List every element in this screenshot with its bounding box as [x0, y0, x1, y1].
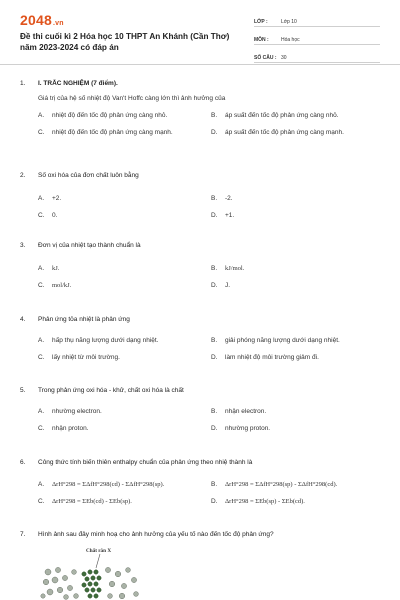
- option-letter: D.: [211, 354, 218, 361]
- option-b[interactable]: [211, 337, 340, 344]
- header: [20, 12, 380, 68]
- option-text: nhường electron.: [52, 408, 102, 415]
- option-row: [20, 481, 380, 491]
- question-number: 6.: [20, 459, 26, 466]
- option-b[interactable]: [211, 112, 339, 119]
- question-header: [20, 172, 380, 182]
- option-letter: B.: [211, 481, 218, 488]
- option-letter: C.: [38, 282, 45, 289]
- question-6: [20, 459, 380, 508]
- option-c[interactable]: [38, 425, 89, 432]
- option-a[interactable]: [38, 112, 167, 119]
- question-text: Hình ảnh sau đây minh hoạ cho ảnh hưởng của yếu tố nào đến tốc độ phản ứng?: [38, 531, 274, 538]
- label-pointer: [96, 554, 100, 568]
- question-number: 7.: [20, 531, 26, 538]
- option-letter: D.: [211, 212, 218, 219]
- option-d[interactable]: [211, 354, 319, 361]
- meta-count-row: [254, 48, 380, 63]
- meta-value: 30: [281, 55, 287, 61]
- question-number: 1.: [20, 80, 26, 87]
- meta-label: SỐ CÂU :: [254, 55, 277, 61]
- site-logo[interactable]: [20, 12, 64, 28]
- question-text: Phản ứng tỏa nhiệt là phản ứng: [38, 316, 130, 323]
- option-a[interactable]: [38, 337, 159, 344]
- question-header: [20, 531, 380, 541]
- option-text: +2.: [52, 195, 62, 202]
- logo-text: 2048: [20, 12, 52, 28]
- option-row: [20, 212, 380, 222]
- option-text: áp suất đến tốc độ phản ứng càng nhỏ.: [225, 112, 339, 119]
- option-b[interactable]: [211, 481, 337, 488]
- option-letter: C.: [38, 425, 45, 432]
- option-letter: C.: [38, 498, 45, 505]
- solid-x-particles: [82, 570, 101, 598]
- option-letter: B.: [211, 195, 218, 202]
- figure-label: Chất rắn X: [86, 548, 112, 554]
- logo-tld: .vn: [52, 20, 64, 27]
- document-title: Đề thi cuối kì 2 Hóa học 10 THPT An Khánh (Cần Thơ) năm 2023-2024 có đáp án: [20, 32, 230, 52]
- option-letter: D.: [211, 282, 218, 289]
- option-letter: D.: [211, 425, 218, 432]
- option-row: [20, 195, 380, 205]
- option-letter: C.: [38, 354, 45, 361]
- option-row: [20, 498, 380, 508]
- option-text: hấp thụ năng lượng dưới dạng nhiệt.: [52, 337, 159, 344]
- option-letter: A.: [38, 112, 45, 119]
- option-row: [20, 337, 380, 347]
- option-text: nhận electron.: [225, 408, 267, 415]
- option-b[interactable]: [211, 265, 244, 272]
- option-text: giải phóng năng lượng dưới dạng nhiệt.: [225, 337, 340, 344]
- meta-label: LỚP :: [254, 19, 268, 25]
- question-text: Số oxi hóa của đơn chất luôn bằng: [38, 172, 139, 179]
- option-text: lấy nhiệt từ môi trường.: [52, 354, 120, 361]
- option-letter: A.: [38, 195, 45, 202]
- option-text: kJ.: [52, 265, 60, 272]
- question-number: 2.: [20, 172, 26, 179]
- option-d[interactable]: [211, 425, 270, 432]
- option-text: 0.: [52, 212, 58, 219]
- option-b[interactable]: [211, 408, 266, 415]
- option-letter: C.: [38, 129, 45, 136]
- option-c[interactable]: [38, 212, 57, 219]
- question-7: [20, 531, 380, 541]
- question-header: [20, 459, 380, 469]
- meta-value: Lớp 10: [281, 19, 297, 25]
- question-header: [20, 387, 380, 397]
- option-letter: D.: [211, 498, 218, 505]
- option-b[interactable]: [211, 195, 233, 202]
- option-row: [20, 129, 380, 139]
- section-heading: I. TRẮC NGHIỆM (7 điểm).: [38, 80, 118, 87]
- question-text: Đơn vị của nhiệt tạo thành chuẩn là: [38, 242, 141, 249]
- reaction-figure: [38, 548, 148, 600]
- option-formula: ΔrH°298 = ΣΔfH°298(sp) - ΣΔfH°298(cd).: [225, 481, 338, 488]
- option-letter: B.: [211, 265, 218, 272]
- option-text: kJ/mol.: [225, 265, 245, 272]
- option-letter: A.: [38, 408, 45, 415]
- option-d[interactable]: [211, 498, 305, 505]
- question-text: Giá trị của hệ số nhiệt độ Van't Hoffc càng lớn thì ảnh hưởng của: [38, 95, 226, 102]
- question-4: [20, 316, 380, 364]
- option-formula: ΔrH°298 = ΣEb(sp) - ΣEb(cd).: [225, 498, 305, 505]
- option-row: [20, 282, 380, 292]
- option-text: -2.: [225, 195, 233, 202]
- meta-value: Hóa học: [281, 37, 300, 43]
- question-header: [20, 80, 380, 90]
- option-letter: B.: [211, 112, 218, 119]
- option-letter: A.: [38, 337, 45, 344]
- option-text: làm nhiệt độ môi trường giảm đi.: [225, 354, 319, 361]
- meta-subject-row: [254, 30, 380, 45]
- option-a[interactable]: [38, 408, 102, 415]
- option-c[interactable]: [38, 282, 71, 289]
- option-text: nhường proton.: [225, 425, 271, 432]
- header-divider: [0, 64, 400, 65]
- option-a[interactable]: [38, 195, 61, 202]
- question-text: Công thức tính biến thiên enthalpy chuẩn của phản ứng theo nhiệ thành là: [38, 459, 253, 466]
- question-text: Trong phản ứng oxi hóa - khử, chất oxi hóa là chất: [38, 387, 184, 394]
- question-number: 5.: [20, 387, 26, 394]
- option-text: nhiệt độ đến tốc độ phản ứng càng mạnh.: [52, 129, 173, 136]
- question-1: [20, 80, 380, 139]
- option-text: áp suất đến tốc độ phản ứng càng mạnh.: [225, 129, 344, 136]
- option-c[interactable]: [38, 498, 132, 505]
- question-header: [20, 242, 380, 252]
- question-3: [20, 242, 380, 292]
- option-letter: D.: [211, 129, 218, 136]
- question-2: [20, 172, 380, 222]
- option-letter: B.: [211, 408, 218, 415]
- option-row: [20, 265, 380, 275]
- option-d[interactable]: [211, 212, 234, 219]
- option-text: J.: [225, 282, 231, 289]
- option-a[interactable]: [38, 265, 59, 272]
- particle-diagram: [38, 548, 148, 600]
- option-formula: ΔrH°298 = ΣΔfH°298(cd) - ΣΔfH°298(sp).: [52, 481, 165, 488]
- option-letter: C.: [38, 212, 45, 219]
- option-c[interactable]: [38, 354, 120, 361]
- meta-class-row: [254, 12, 380, 27]
- meta-label: MÔN :: [254, 37, 269, 43]
- option-c[interactable]: [38, 129, 173, 136]
- option-letter: A.: [38, 265, 45, 272]
- option-d[interactable]: [211, 282, 230, 289]
- option-text: nhiệt độ đến tốc độ phản ứng càng nhỏ.: [52, 112, 168, 119]
- option-row: [20, 354, 380, 364]
- option-text: +1.: [225, 212, 235, 219]
- option-row: [20, 112, 380, 122]
- option-letter: B.: [211, 337, 218, 344]
- option-row: [20, 425, 380, 435]
- option-row: [20, 408, 380, 418]
- meta-info: [254, 12, 380, 66]
- question-5: [20, 387, 380, 435]
- option-formula: ΔrH°298 = ΣEb(cd) - ΣEb(sp).: [52, 498, 132, 505]
- question-number: 3.: [20, 242, 26, 249]
- option-text: nhận proton.: [52, 425, 89, 432]
- option-text: mol/kJ.: [52, 282, 72, 289]
- option-d[interactable]: [211, 129, 344, 136]
- question-number: 4.: [20, 316, 26, 323]
- option-letter: A.: [38, 481, 45, 488]
- option-a[interactable]: [38, 481, 164, 488]
- question-header: [20, 316, 380, 326]
